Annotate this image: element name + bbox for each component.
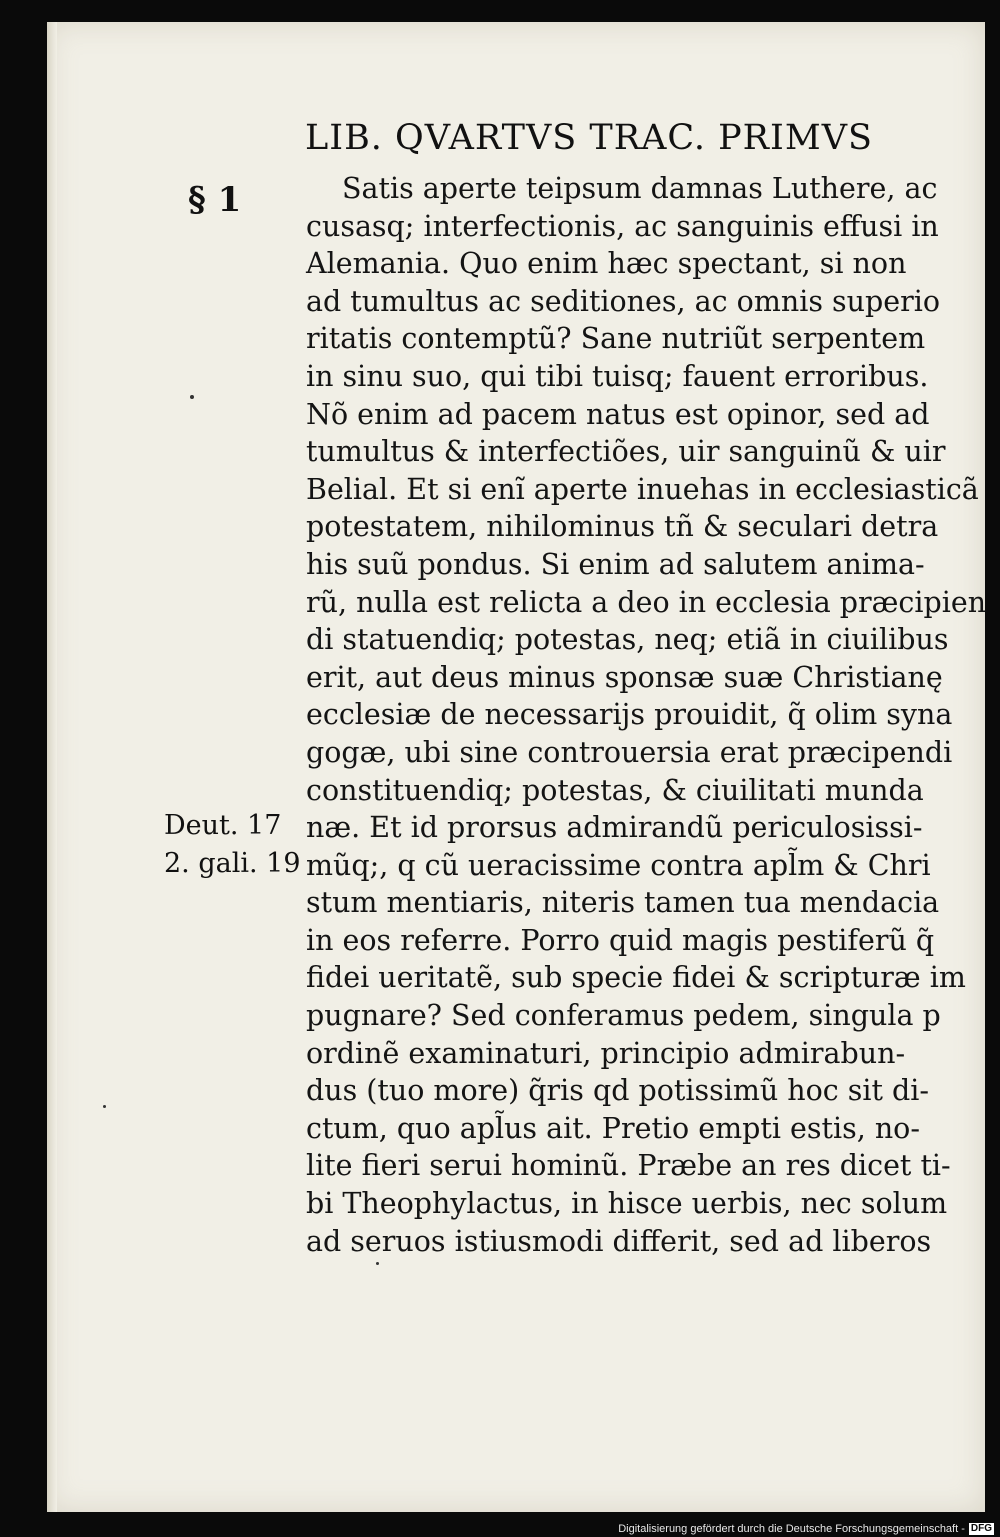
text-line: cusasq; interfectionis, ac sanguinis effusi in	[306, 209, 939, 243]
text-line: tumultus & interfectiões, uir sanguinũ & uir	[306, 435, 946, 469]
text-line: bi Theophylactus, in hisce uerbis, nec solum	[306, 1187, 948, 1221]
text-line: in sinu suo, qui tibi tuisq; fauent erroribus.	[306, 359, 929, 393]
body-text	[306, 170, 987, 1260]
text-line: mũq;, q cũ ueracissime contra apl̃m & Chri	[306, 848, 931, 882]
text-line: ad seruos istiusmodi differit, sed ad liberos	[306, 1224, 932, 1258]
text-line: Satis aperte teipsum damnas Luthere, ac	[342, 172, 938, 205]
text-line: erit, aut deus minus sponsæ suæ Christianę	[306, 660, 943, 694]
text-line: stum mentiaris, niteris tamen tua mendacia	[306, 886, 940, 920]
text-line: ritatis contemptũ? Sane nutriũt serpentem	[306, 322, 926, 356]
ink-speck	[190, 395, 194, 399]
section-mark: § 1	[188, 180, 242, 220]
ink-speck	[103, 1105, 106, 1108]
text-line: Belial. Et si enĩ aperte inuehas in ecclesiasticã	[306, 472, 979, 506]
page-spine-shadow	[47, 22, 57, 1512]
margin-note-gal: 2. gali. 19	[164, 848, 301, 879]
text-line: dus (tuo more) q̃ris qd potissimũ hoc sit di-	[306, 1074, 930, 1108]
running-head: LIB. QVARTVS TRAC. PRIMVS	[305, 118, 873, 158]
text-line: ecclesiæ de necessarijs prouidit, q̃ olim syna	[306, 698, 953, 732]
ink-speck	[376, 1262, 379, 1265]
text-line: ad tumultus ac seditiones, ac omnis superio	[306, 284, 940, 318]
dfg-logo: DFG	[970, 1523, 992, 1534]
text-line: pugnare? Sed conferamus pedem, singula p	[306, 999, 941, 1033]
digitization-credit	[618, 1523, 994, 1535]
text-line: ctum, quo apl̃us ait. Pretio empti estis, no-	[306, 1111, 920, 1145]
text-line: fidei ueritatẽ, sub specie fidei & scripturæ im	[306, 961, 966, 995]
credit-text: Digitalisierung gefördert durch die Deutsche Forschungsgemeinschaft -	[618, 1523, 965, 1535]
text-line: gogæ, ubi sine controuersia erat præcipendi	[306, 735, 953, 769]
text-line: næ. Et id prorsus admirandũ periculosissi-	[306, 811, 923, 845]
text-line: constituendiq; potestas, & ciuilitati munda	[306, 773, 924, 807]
text-line: his suũ pondus. Si enim ad salutem anima-	[306, 547, 925, 581]
text-line: rũ, nulla est relicta a deo in ecclesia præcipien	[306, 585, 987, 619]
margin-note-deut: Deut. 17	[164, 810, 282, 841]
text-line: di statuendiq; potestas, neq; etiã in ciuilibus	[306, 623, 949, 657]
text-line: lite fieri serui hominũ. Præbe an res dicet ti-	[306, 1149, 951, 1183]
text-line: ordinẽ examinaturi, principio admirabun-	[306, 1036, 906, 1070]
text-line: Nõ enim ad pacem natus est opinor, sed ad	[306, 397, 930, 431]
text-line: Alemania. Quo enim hæc spectant, si non	[306, 247, 907, 281]
text-line: potestatem, nihilominus tñ & seculari detra	[306, 510, 939, 544]
text-line: in eos referre. Porro quid magis pestiferũ q̃	[306, 923, 935, 957]
